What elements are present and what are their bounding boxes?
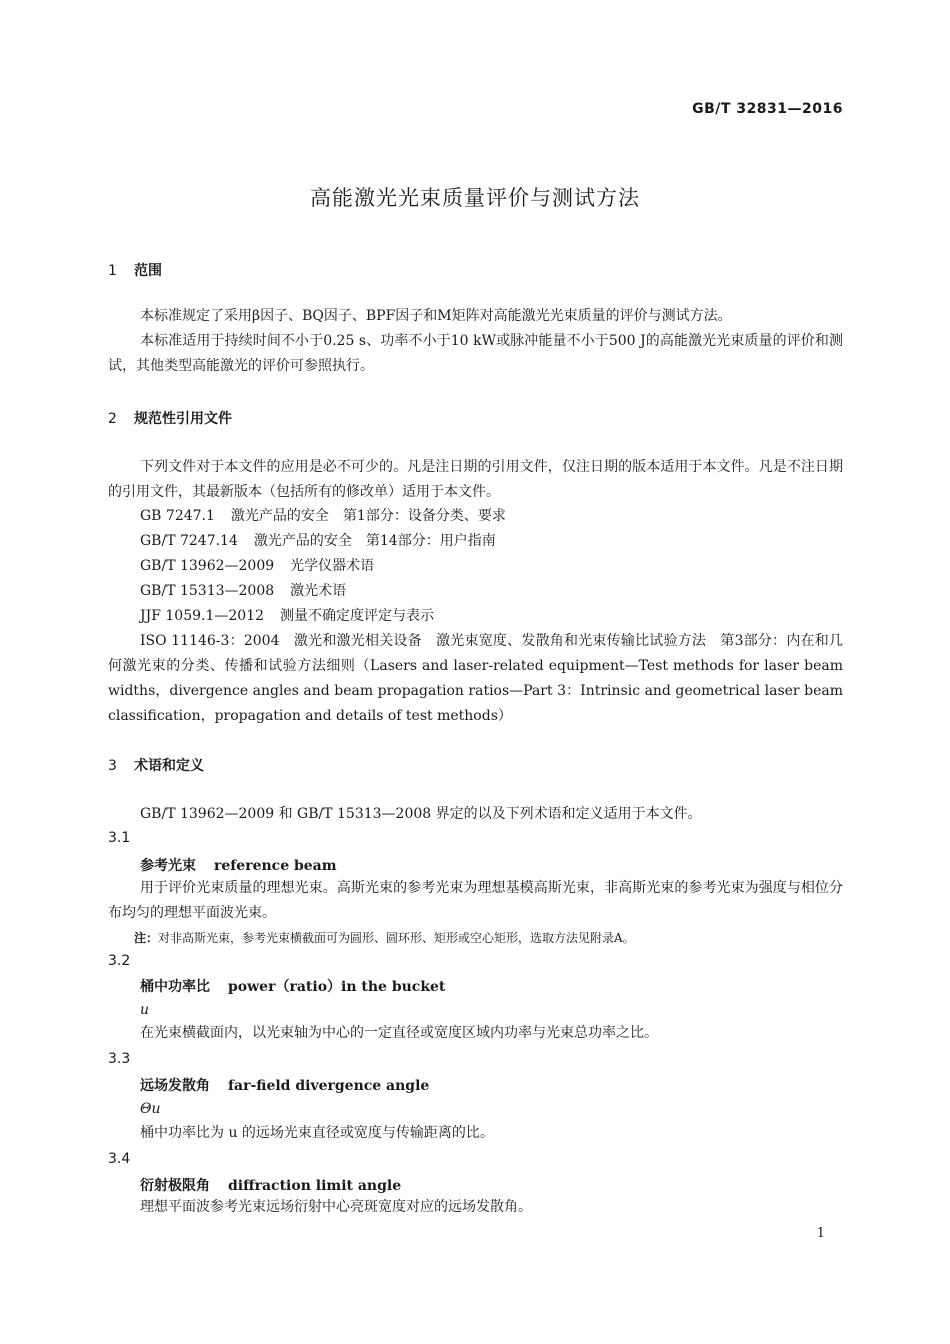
- term-definition: 用于评价光束质量的理想光束。高斯光束的参考光束为理想基模高斯光束，非高斯光束的参考光束为强度与相位分布均匀的理想平面波光束。: [108, 880, 843, 921]
- term-en: reference beam: [214, 858, 337, 874]
- reference-title: 光学仪器术语: [290, 558, 375, 574]
- term-en: power（ratio）in the bucket: [228, 979, 446, 995]
- reference-title: 激光术语: [290, 583, 347, 599]
- reference-code: GB 7247.1: [140, 508, 215, 524]
- reference-code: GB/T 7247.14: [140, 533, 238, 549]
- section-number: 1: [108, 263, 117, 279]
- terms-intro: GB/T 13962—2009 和 GB/T 15313—2008 界定的以及下列术语和定义适用于本文件。: [140, 806, 702, 822]
- reference-code: JJF 1059.1—2012: [140, 608, 265, 624]
- iso-reference: ISO 11146-3：2004 激光和激光相关设备 激光束宽度、发散角和光束传输比试验方法 第3部分：内在和几何激光束的分类、传播和试验方法细则（Lasers and laser-related equipment—Test methods for laser beam widths，divergence angles and beam propagation ratios—Part 3：Intrinsic and geometrical laser beam classification，propagation and details of test methods）: [108, 633, 843, 724]
- clause-number: 3.1: [108, 830, 131, 846]
- reference-code: GB/T 15313—2008: [140, 583, 275, 599]
- term-zh: 远场发散角: [140, 1078, 210, 1094]
- section-title: 范围: [134, 263, 162, 279]
- section-title: 术语和定义: [134, 758, 204, 774]
- section-2-heading: [108, 408, 232, 428]
- section-title: 规范性引用文件: [134, 411, 232, 427]
- clause-number: 3.4: [108, 1151, 131, 1167]
- term-symbol: u: [140, 1002, 150, 1018]
- clause-number: 3.3: [108, 1051, 131, 1067]
- term-definition: 在光束横截面内，以光束轴为中心的一定直径或宽度区域内功率与光束总功率之比。: [140, 1025, 658, 1041]
- term-note: [134, 929, 635, 946]
- reference-title: 激光产品的安全 第14部分：用户指南: [253, 533, 496, 549]
- page-number: 1: [816, 1226, 825, 1241]
- reference-item: [140, 604, 434, 629]
- term-heading: [140, 855, 337, 875]
- scope-paragraph-2: 本标准适用于持续时间不小于0.25 s、功率不小于10 kW或脉冲能量不小于500 J的高能激光光束质量的评价和测试，其他类型高能激光的评价可参照执行。: [108, 333, 843, 374]
- term-heading: [140, 1175, 401, 1195]
- term-symbol: Θu: [140, 1101, 161, 1117]
- reference-item: [140, 554, 374, 579]
- section-number: 3: [108, 758, 117, 774]
- reference-item: [140, 529, 496, 554]
- document-title: 高能激光光束质量评价与测试方法: [310, 186, 640, 210]
- reference-code: GB/T 13962—2009: [140, 558, 275, 574]
- references-intro: 下列文件对于本文件的应用是必不可少的。凡是注日期的引用文件，仅注日期的版本适用于本文件。凡是不注日期的引用文件，其最新版本（包括所有的修改单）适用于本文件。: [108, 459, 843, 500]
- term-zh: 衍射极限角: [140, 1178, 210, 1194]
- term-en: diffraction limit angle: [228, 1178, 402, 1194]
- term-definition: 理想平面波参考光束远场衍射中心亮斑宽度对应的远场发散角。: [140, 1199, 532, 1215]
- term-heading: [140, 1075, 429, 1095]
- term-definition: 桶中功率比为 u 的远场光束直径或宽度与传输距离的比。: [140, 1125, 494, 1141]
- term-en: far-field divergence angle: [228, 1078, 430, 1094]
- section-number: 2: [108, 411, 117, 427]
- reference-title: 激光产品的安全 第1部分：设备分类、要求: [230, 508, 506, 524]
- clause-number: 3.2: [108, 953, 131, 969]
- term-zh: 参考光束: [140, 858, 196, 874]
- reference-item: [140, 579, 346, 604]
- section-3-heading: [108, 755, 204, 775]
- standard-code: GB/T 32831—2016: [692, 101, 843, 117]
- scope-paragraph-1: 本标准规定了采用β因子、BQ因子、BPF因子和M矩阵对高能激光光束质量的评价与测试方法。: [140, 308, 732, 324]
- term-zh: 桶中功率比: [140, 979, 210, 995]
- reference-item: [140, 504, 506, 529]
- section-1-heading: [108, 260, 162, 280]
- note-label: 注：: [134, 931, 159, 945]
- term-heading: [140, 976, 445, 996]
- note-text: 对非高斯光束，参考光束横截面可为圆形、圆环形、矩形或空心矩形，选取方法见附录A。: [158, 931, 635, 945]
- reference-title: 测量不确定度评定与表示: [280, 608, 435, 624]
